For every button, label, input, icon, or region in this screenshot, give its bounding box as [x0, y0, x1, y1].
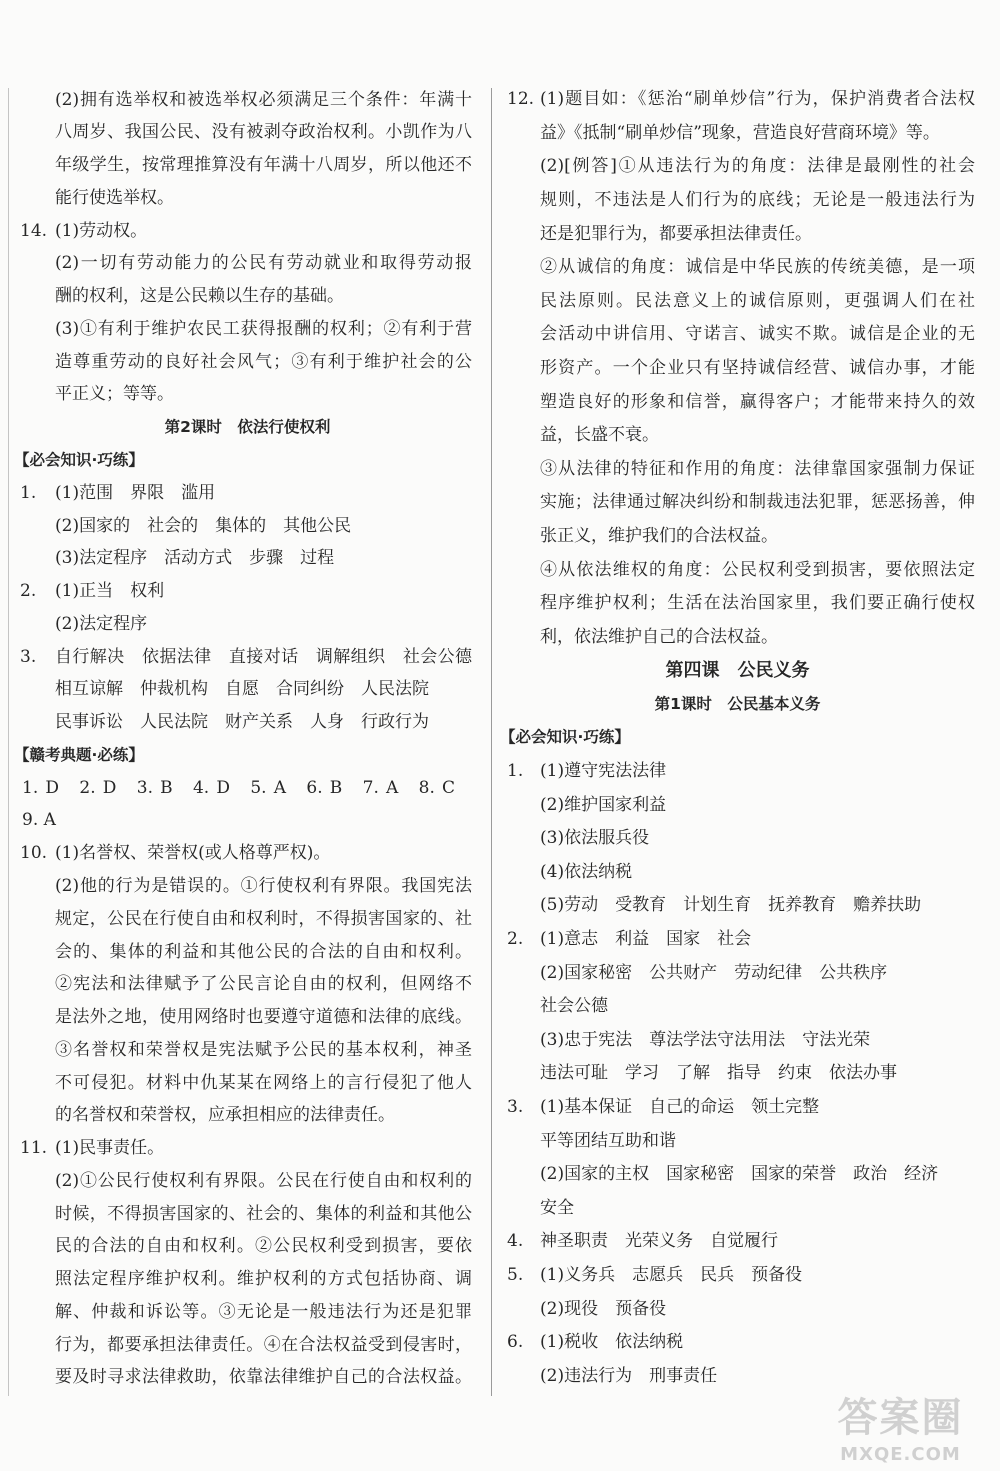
line-text: (1)民事责任。: [55, 1138, 165, 1159]
line-text: 酬的权利，这是公民赖以生存的基础。: [55, 286, 344, 307]
line-text: 民法原则。民法意义上的诚信原则，更强调人们在社: [540, 290, 975, 311]
answer-line: [490, 1326, 1000, 1360]
line-text: (4)依法纳税: [540, 861, 633, 882]
section-heading: [490, 721, 1000, 755]
answer-line: [0, 510, 490, 543]
answer-line: [490, 755, 1000, 789]
question-number: 4.: [507, 1231, 524, 1252]
line-text: 还是犯罪行为，都要承担法律责任。: [540, 223, 812, 244]
answer-line: [490, 554, 1000, 588]
answer-line: [490, 822, 1000, 856]
answer-line: [490, 352, 1000, 386]
line-text: 9. A: [22, 810, 56, 831]
question-number: 11.: [20, 1138, 48, 1159]
line-text: (1)劳动权。: [55, 220, 148, 241]
answer-line: [0, 1132, 490, 1165]
answer-line: [0, 280, 490, 313]
line-text: (5)劳动 受教育 计划生育 抚养教育 赡养扶助: [540, 895, 922, 916]
line-text: 利，依法维护自己的合法权益。: [540, 626, 778, 647]
answer-line: [0, 247, 490, 280]
answer-line: [490, 520, 1000, 554]
answer-line: [490, 83, 1000, 117]
line-text: (2)①公民行使权利有界限。公民在行使自由和权利的: [55, 1170, 472, 1191]
answer-line: [0, 1329, 490, 1362]
line-text: (1)税收 依法纳税: [540, 1332, 684, 1353]
choice-answers: [0, 804, 490, 837]
line-text: (1)正当 权利: [55, 581, 165, 602]
line-text: (2)他的行为是错误的。①行使权利有界限。我国宪法: [55, 875, 472, 896]
question-number: 2.: [20, 581, 37, 602]
line-text: (1)义务兵 志愿兵 民兵 预备役: [540, 1264, 803, 1285]
section-heading-text: 【赣考典题·必练】: [14, 745, 144, 764]
answer-line: [0, 837, 490, 870]
chapter-heading: [490, 654, 1000, 688]
answer-line: [0, 149, 490, 182]
line-text: 行为，都要承担法律责任。④在合法权益受到侵害时，: [55, 1334, 472, 1355]
line-text: 时候，不得损害国家的、社会的、集体的利益和其他公: [55, 1203, 472, 1224]
answer-line: [490, 621, 1000, 655]
line-text: (1)范围 界限 滥用: [55, 482, 216, 503]
line-text: 八周岁、我国公民、没有被剥夺政治权利。小凯作为八: [55, 122, 472, 143]
question-number: 12.: [507, 89, 535, 110]
answer-line: [0, 575, 490, 608]
line-text: 能行使选举权。: [55, 187, 174, 208]
line-text: 会的、集体的利益和其他公民的合法的自由和权利。: [55, 941, 472, 962]
answer-line: [490, 184, 1000, 218]
line-text: 益》《抵制“刷单炒信”现象，营造良好营商环境》等。: [540, 122, 940, 143]
answer-line: [0, 1296, 490, 1329]
answer-line: [490, 117, 1000, 151]
answer-line: [0, 968, 490, 1001]
answer-line: [0, 346, 490, 379]
answer-line: [0, 903, 490, 936]
answer-line: [0, 378, 490, 411]
line-text: (1)基本保证 自己的命运 领土完整: [540, 1097, 820, 1117]
lesson-heading: [490, 688, 1000, 722]
answer-line: [0, 673, 490, 706]
line-text: 实施；法律通过解决纠纷和制裁违法犯罪，惩恶扬善，伸: [540, 492, 975, 513]
answer-line: [490, 419, 1000, 453]
answer-line: [0, 116, 490, 149]
answer-line: [0, 1198, 490, 1231]
answer-line: [490, 1158, 1000, 1192]
answer-line: [490, 990, 1000, 1024]
answer-line: [0, 706, 490, 739]
answer-line: [490, 1259, 1000, 1293]
answer-line: [0, 936, 490, 969]
answer-line: [490, 1360, 1000, 1394]
section-heading: [0, 444, 490, 477]
watermark-logo: 答案圈: [837, 1395, 964, 1441]
lesson-heading-text: 第2课时 依法行使权利: [164, 418, 331, 437]
line-text: 自行解决 依据法律 直接对话 调解组织 社会公德: [55, 646, 472, 667]
lesson-heading: [0, 411, 490, 444]
chapter-heading-text: 第四课 公民义务: [665, 660, 810, 682]
section-heading-text: 【必会知识·巧练】: [14, 451, 144, 470]
question-number: 2.: [507, 929, 524, 950]
line-text: (2)法定程序: [55, 613, 148, 634]
line-text: 不可侵犯。材料中仇某某在网络上的言行侵犯了他人: [55, 1072, 472, 1093]
answer-line: [490, 486, 1000, 520]
line-text: (2)国家的主权 国家秘密 国家的荣誉 政治 经济: [540, 1164, 939, 1185]
answer-line: [0, 1099, 490, 1132]
answer-line: [490, 1057, 1000, 1091]
line-text: ②宪法和法律赋予了公民言论自由的权利，但网络不: [55, 974, 472, 995]
line-text: 形资产。一个企业只有坚持诚信经营、诚信办事，才能: [540, 357, 975, 378]
answer-line: [0, 477, 490, 510]
answer-line: [490, 285, 1000, 319]
answer-line: [490, 1024, 1000, 1058]
line-text: 要及时寻求法律救助，依靠法律维护自己的合法权益。: [55, 1367, 472, 1388]
answer-line: [0, 608, 490, 641]
answer-line: [490, 856, 1000, 890]
line-text: (1)名誉权、荣誉权(或人格尊严权)。: [55, 843, 331, 864]
line-text: 违法可耻 学习 了解 指导 约束 依法办事: [540, 1063, 897, 1084]
answer-line: [490, 1192, 1000, 1226]
question-number: 1.: [507, 761, 524, 782]
line-text: 民事诉讼 人民法院 财产关系 人身 行政行为: [55, 712, 429, 733]
answer-line: [490, 386, 1000, 420]
watermark: [808, 1392, 993, 1466]
line-text: 会活动中讲信用、守诺言、诚实不欺。诚信是企业的无: [540, 324, 975, 345]
question-number: 3.: [20, 646, 37, 667]
line-text: 安全: [540, 1197, 574, 1218]
line-text: ④从依法维权的角度：公民权利受到损害，要依照法定: [540, 559, 975, 580]
lesson-heading-text: 第1课时 公民基本义务: [654, 694, 821, 713]
answer-line: [0, 1001, 490, 1034]
line-text: ③从法律的特征和作用的角度：法律靠国家强制力保证: [540, 458, 975, 479]
question-number: 6.: [507, 1332, 524, 1353]
line-text: (2)[例答]①从违法行为的角度：法律是最刚性的社会: [540, 156, 975, 177]
line-text: (3)忠于宪法 尊法学法守法用法 守法光荣: [540, 1029, 871, 1050]
answer-line: [0, 215, 490, 248]
choice-answers: [0, 772, 490, 805]
line-text: (1)意志 利益 国家 社会: [540, 929, 752, 950]
line-text: (3)法定程序 活动方式 步骤 过程: [55, 548, 335, 569]
answer-line: [0, 1230, 490, 1263]
line-text: (2)一切有劳动能力的公民有劳动就业和取得劳动报: [55, 253, 472, 274]
line-text: (1)遵守宪法法律: [540, 761, 667, 782]
answer-line: [0, 870, 490, 903]
line-text: (2)国家秘密 公共财产 劳动纪律 公共秩序: [540, 962, 888, 983]
line-text: 程序维护权利；生活在法治国家里，我们要正确行使权: [540, 593, 975, 614]
question-number: 10.: [20, 843, 48, 864]
question-number: 1.: [20, 482, 37, 503]
answer-line: [490, 251, 1000, 285]
answer-line: [490, 218, 1000, 252]
line-text: 造尊重劳动的良好社会风气；③有利于维护社会的公: [55, 351, 472, 372]
line-text: (3)依法服兵役: [540, 828, 650, 849]
answer-line: [490, 453, 1000, 487]
answer-line: [0, 313, 490, 346]
line-text: (2)维护国家利益: [540, 794, 667, 815]
line-text: 益，长盛不衰。: [540, 425, 659, 446]
line-text: 平正义；等等。: [55, 384, 174, 405]
line-text: (2)国家的 社会的 集体的 其他公民: [55, 515, 352, 536]
answer-line: [490, 923, 1000, 957]
answer-line: [0, 641, 490, 674]
line-text: (2)违法行为 刑事责任: [540, 1365, 718, 1386]
line-text: ②从诚信的角度：诚信是中华民族的传统美德，是一项: [540, 257, 975, 278]
line-text: 规定，公民在行使自由和权利时，不得损害国家的、社: [55, 908, 472, 929]
line-text: 民的合法的自由和权利。②公民权利受到损害，要依: [55, 1236, 472, 1257]
section-heading-text: 【必会知识·巧练】: [500, 728, 630, 747]
line-text: 照法定程序维护权利。维护权利的方式包括协商、调: [55, 1269, 472, 1290]
answer-line: [0, 182, 490, 215]
line-text: 是法外之地，使用网络时也要遵守道德和法律的底线。: [55, 1007, 472, 1028]
line-text: 塑造良好的形象和信誉，赢得客户；才能带来持久的效: [540, 391, 975, 412]
section-heading: [0, 739, 490, 772]
answer-line: [490, 1225, 1000, 1259]
line-text: 的名誉权和荣誉权，应承担相应的法律责任。: [55, 1105, 395, 1126]
answer-line: [490, 1091, 1000, 1125]
line-text: 社会公德: [540, 996, 608, 1017]
question-number: 5.: [507, 1264, 524, 1285]
answer-line: [490, 889, 1000, 923]
line-text: 年级学生，按常理推算没有年满十八周岁，所以他还不: [55, 155, 472, 176]
answer-line: [490, 1125, 1000, 1159]
right-column: [490, 83, 1000, 1393]
line-text: 平等团结互助和谐: [540, 1130, 676, 1151]
answer-line: [490, 318, 1000, 352]
line-text: 解、仲裁和诉讼等。③无论是一般违法行为还是犯罪: [55, 1301, 472, 1322]
answer-line: [0, 84, 490, 117]
question-number: 3.: [507, 1097, 524, 1117]
answer-line: [490, 150, 1000, 184]
line-text: 规则，不违法是人们行为的底线；无论是一般违法行为: [540, 189, 975, 210]
left-column: [0, 84, 490, 1395]
line-text: 1. D 2. D 3. B 4. D 5. A 6. B 7. A 8. C: [22, 777, 455, 798]
answer-line: [490, 957, 1000, 991]
answer-line: [0, 1165, 490, 1198]
answer-line: [0, 1067, 490, 1100]
line-text: 相互谅解 仲裁机构 自愿 合同纠纷 人民法院: [55, 679, 429, 700]
answer-line: [0, 1263, 490, 1296]
answer-line: [0, 542, 490, 575]
answer-line: [0, 1034, 490, 1067]
answer-line: [0, 1361, 490, 1394]
line-text: 张正义，维护我们的合法权益。: [540, 525, 778, 546]
line-text: 神圣职责 光荣义务 自觉履行: [540, 1231, 778, 1252]
answer-line: [490, 1293, 1000, 1327]
watermark-site: MXQE.COM: [840, 1444, 961, 1465]
line-text: (1)题目如：《惩治“刷单炒信”行为，保护消费者合法权: [540, 89, 975, 110]
question-number: 14.: [20, 220, 48, 241]
answer-line: [490, 587, 1000, 621]
line-text: (2)拥有选举权和被选举权必须满足三个条件：年满十: [55, 89, 472, 110]
answer-line: [490, 789, 1000, 823]
line-text: (2)现役 预备役: [540, 1298, 667, 1319]
line-text: ③名誉权和荣誉权是宪法赋予公民的基本权利，神圣: [55, 1039, 472, 1060]
line-text: (3)①有利于维护农民工获得报酬的权利；②有利于营: [55, 318, 472, 339]
